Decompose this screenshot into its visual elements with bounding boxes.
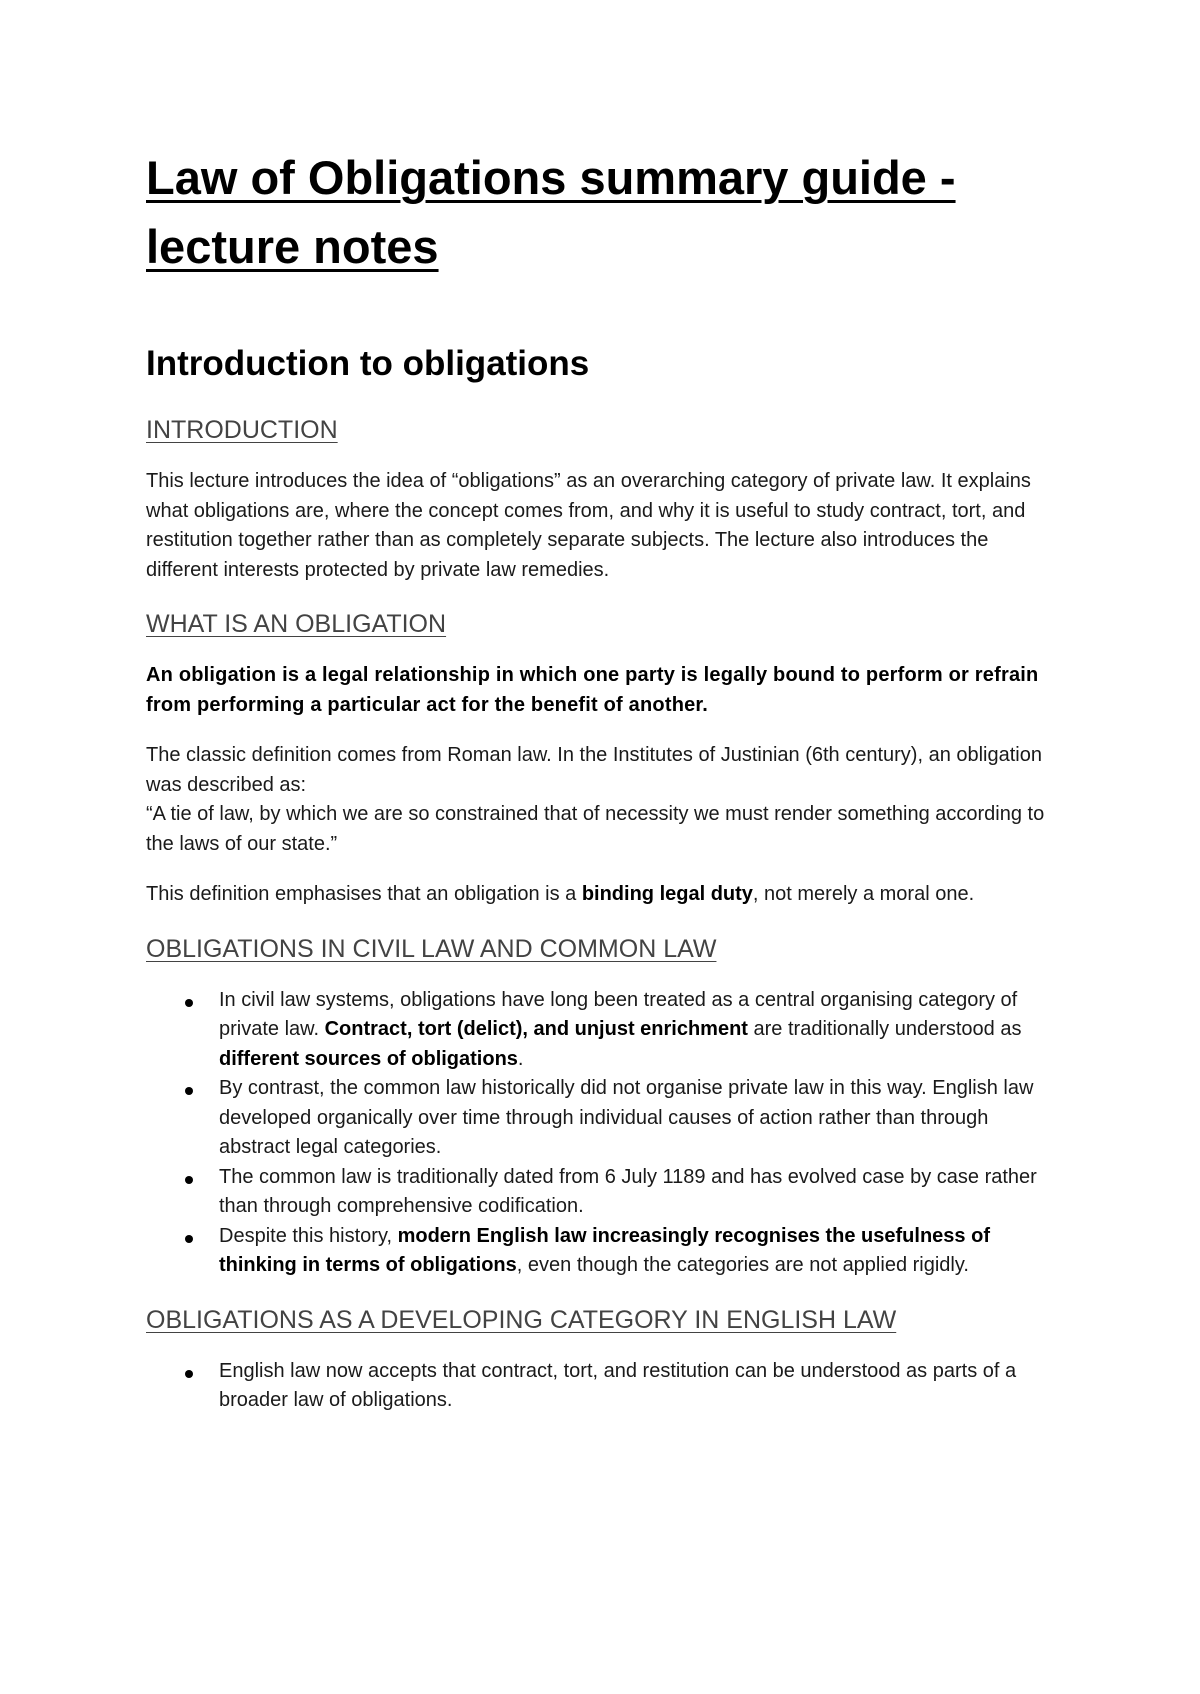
roman-law-quote: “A tie of law, by which we are so constrained that of necessity we must render something according to the laws of our state.” xyxy=(146,803,1045,855)
section-heading-developing-category: OBLIGATIONS AS A DEVELOPING CATEGORY IN ENGLISH LAW xyxy=(146,1305,897,1334)
list-item: The common law is traditionally dated from 6 July 1189 and has evolved case by case rather than through comprehensive codification. xyxy=(146,1163,1065,1222)
section-heading-what-is-obligation: WHAT IS AN OBLIGATION xyxy=(146,610,447,638)
roman-law-paragraph xyxy=(146,741,1065,859)
list-item: English law now accepts that contract, tort, and restitution can be understood as parts of a broader law of obligations. xyxy=(146,1357,1065,1416)
bullet-icon xyxy=(185,999,193,1007)
section-heading-introduction: INTRODUCTION xyxy=(146,416,338,444)
emphasis-bold: binding legal duty xyxy=(581,883,753,905)
emphasis-text: This definition emphasises that an obligation is a xyxy=(146,883,582,905)
list-item: In civil law systems, obligations have long been treated as a central organising category of private law. Contract, tort (delict), and unjust enrichment are traditionally understood as different sources of obligations. xyxy=(146,986,1065,1075)
chapter-heading: Introduction to obligations xyxy=(146,344,590,383)
emphasis-paragraph xyxy=(146,880,1065,910)
intro-paragraph: This lecture introduces the idea of “obligations” as an overarching category of private law. It explains what obligations are, where the concept comes from, and why it is useful to study contract, tort, and restitution together rather than as completely separate subjects. The lecture also introduces the different interests protected by private law remedies. xyxy=(146,470,1031,581)
emphasis-text-end: , not merely a moral one. xyxy=(752,883,975,905)
document-title: Law of Obligations summary guide - lecture notes xyxy=(146,151,956,273)
bullet-icon xyxy=(185,1235,193,1243)
developing-list xyxy=(146,1357,1065,1416)
civil-law-list xyxy=(146,986,1065,1281)
definition-paragraph: An obligation is a legal relationship in which one party is legally bound to perform or refrain from performing a particular act for the benefit of another. xyxy=(146,664,1039,716)
section-heading-civil-common-law: OBLIGATIONS IN CIVIL LAW AND COMMON LAW xyxy=(146,934,717,963)
list-item: By contrast, the common law historically did not organise private law in this way. English law developed organically over time through individual causes of action rather than through abstract legal categories. xyxy=(146,1074,1065,1163)
roman-law-intro: The classic definition comes from Roman law. In the Institutes of Justinian (6th century), an obligation was described as: xyxy=(146,744,1042,796)
bullet-icon xyxy=(185,1087,193,1095)
bullet-icon xyxy=(185,1370,193,1378)
list-item: Despite this history, modern English law increasingly recognises the usefulness of thinking in terms of obligations, even though the categories are not applied rigidly. xyxy=(146,1222,1065,1281)
bullet-icon xyxy=(185,1176,193,1184)
